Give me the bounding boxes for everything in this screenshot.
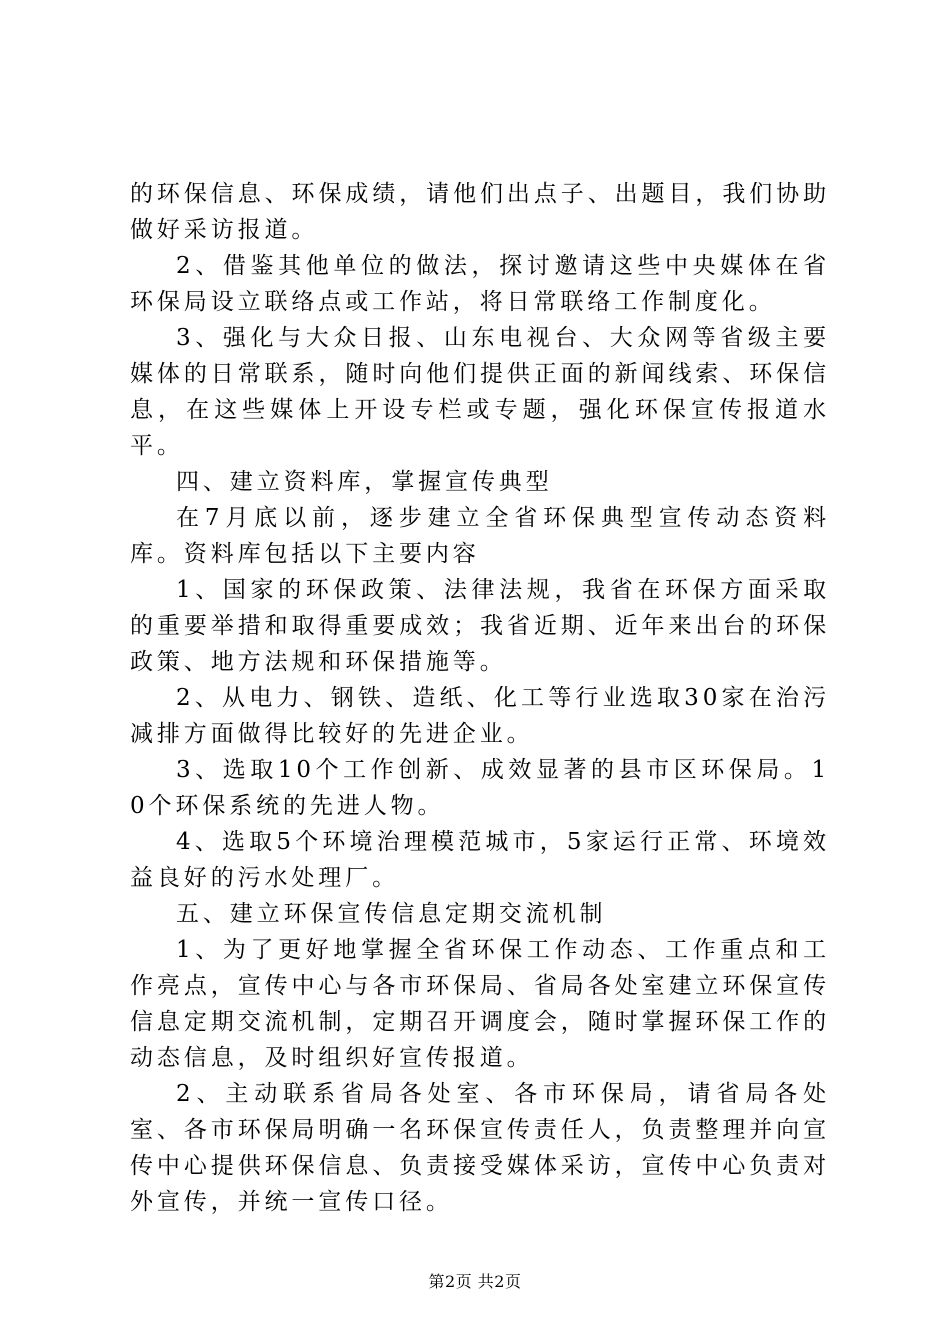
page-number-footer: 第2页 共2页 xyxy=(428,1272,522,1291)
paragraph-item-3-provincial-media: 3、强化与大众日报、山东电视台、大众网等省级主要媒体的日常联系，随时向他们提供正面的新闻线索、环保信息，在这些媒体上开设专栏或专题，强化环保宣传报道水平。 xyxy=(130,325,830,459)
document-body xyxy=(130,176,830,1220)
paragraph-item-3-bureaus: 3、选取10个工作创新、成效显著的县市区环保局。10个环保系统的先进人物。 xyxy=(130,757,830,819)
paragraph-item-2-enterprises: 2、从电力、钢铁、造纸、化工等行业选取30家在治污减排方面做得比较好的先进企业。 xyxy=(130,685,830,747)
paragraph-item-1-exchange: 1、为了更好地掌握全省环保工作动态、工作重点和工作亮点，宣传中心与各市环保局、省局各处室建立环保宣传信息定期交流机制，定期召开调度会，随时掌握环保工作的动态信息，及时组织好宣传报道。 xyxy=(130,937,830,1071)
paragraph-item-2-contact: 2、主动联系省局各处室、各市环保局，请省局各处室、各市环保局明确一名环保宣传责任人，负责整理并向宣传中心提供环保信息、负责接受媒体采访，宣传中心负责对外宣传，并统一宣传口径。 xyxy=(130,1081,830,1215)
paragraph-continued: 的环保信息、环保成绩，请他们出点子、出题目，我们协助做好采访报道。 xyxy=(130,181,830,243)
section-heading-4: 四、建立资料库，掌握宣传典型 xyxy=(176,469,553,495)
section-heading-5: 五、建立环保宣传信息定期交流机制 xyxy=(176,901,607,927)
paragraph-item-1-policies: 1、国家的环保政策、法律法规，我省在环保方面采取的重要举措和取得重要成效；我省近期、近年来出台的环保政策、地方法规和环保措施等。 xyxy=(130,577,830,675)
paragraph-database-intro: 在7月底以前，逐步建立全省环保典型宣传动态资料库。资料库包括以下主要内容 xyxy=(130,505,830,567)
paragraph-item-4-cities: 4、选取5个环境治理模范城市，5家运行正常、环境效益良好的污水处理厂。 xyxy=(130,829,830,891)
paragraph-item-2-liaison-points: 2、借鉴其他单位的做法，探讨邀请这些中央媒体在省环保局设立联络点或工作站，将日常联络工作制度化。 xyxy=(130,253,830,315)
